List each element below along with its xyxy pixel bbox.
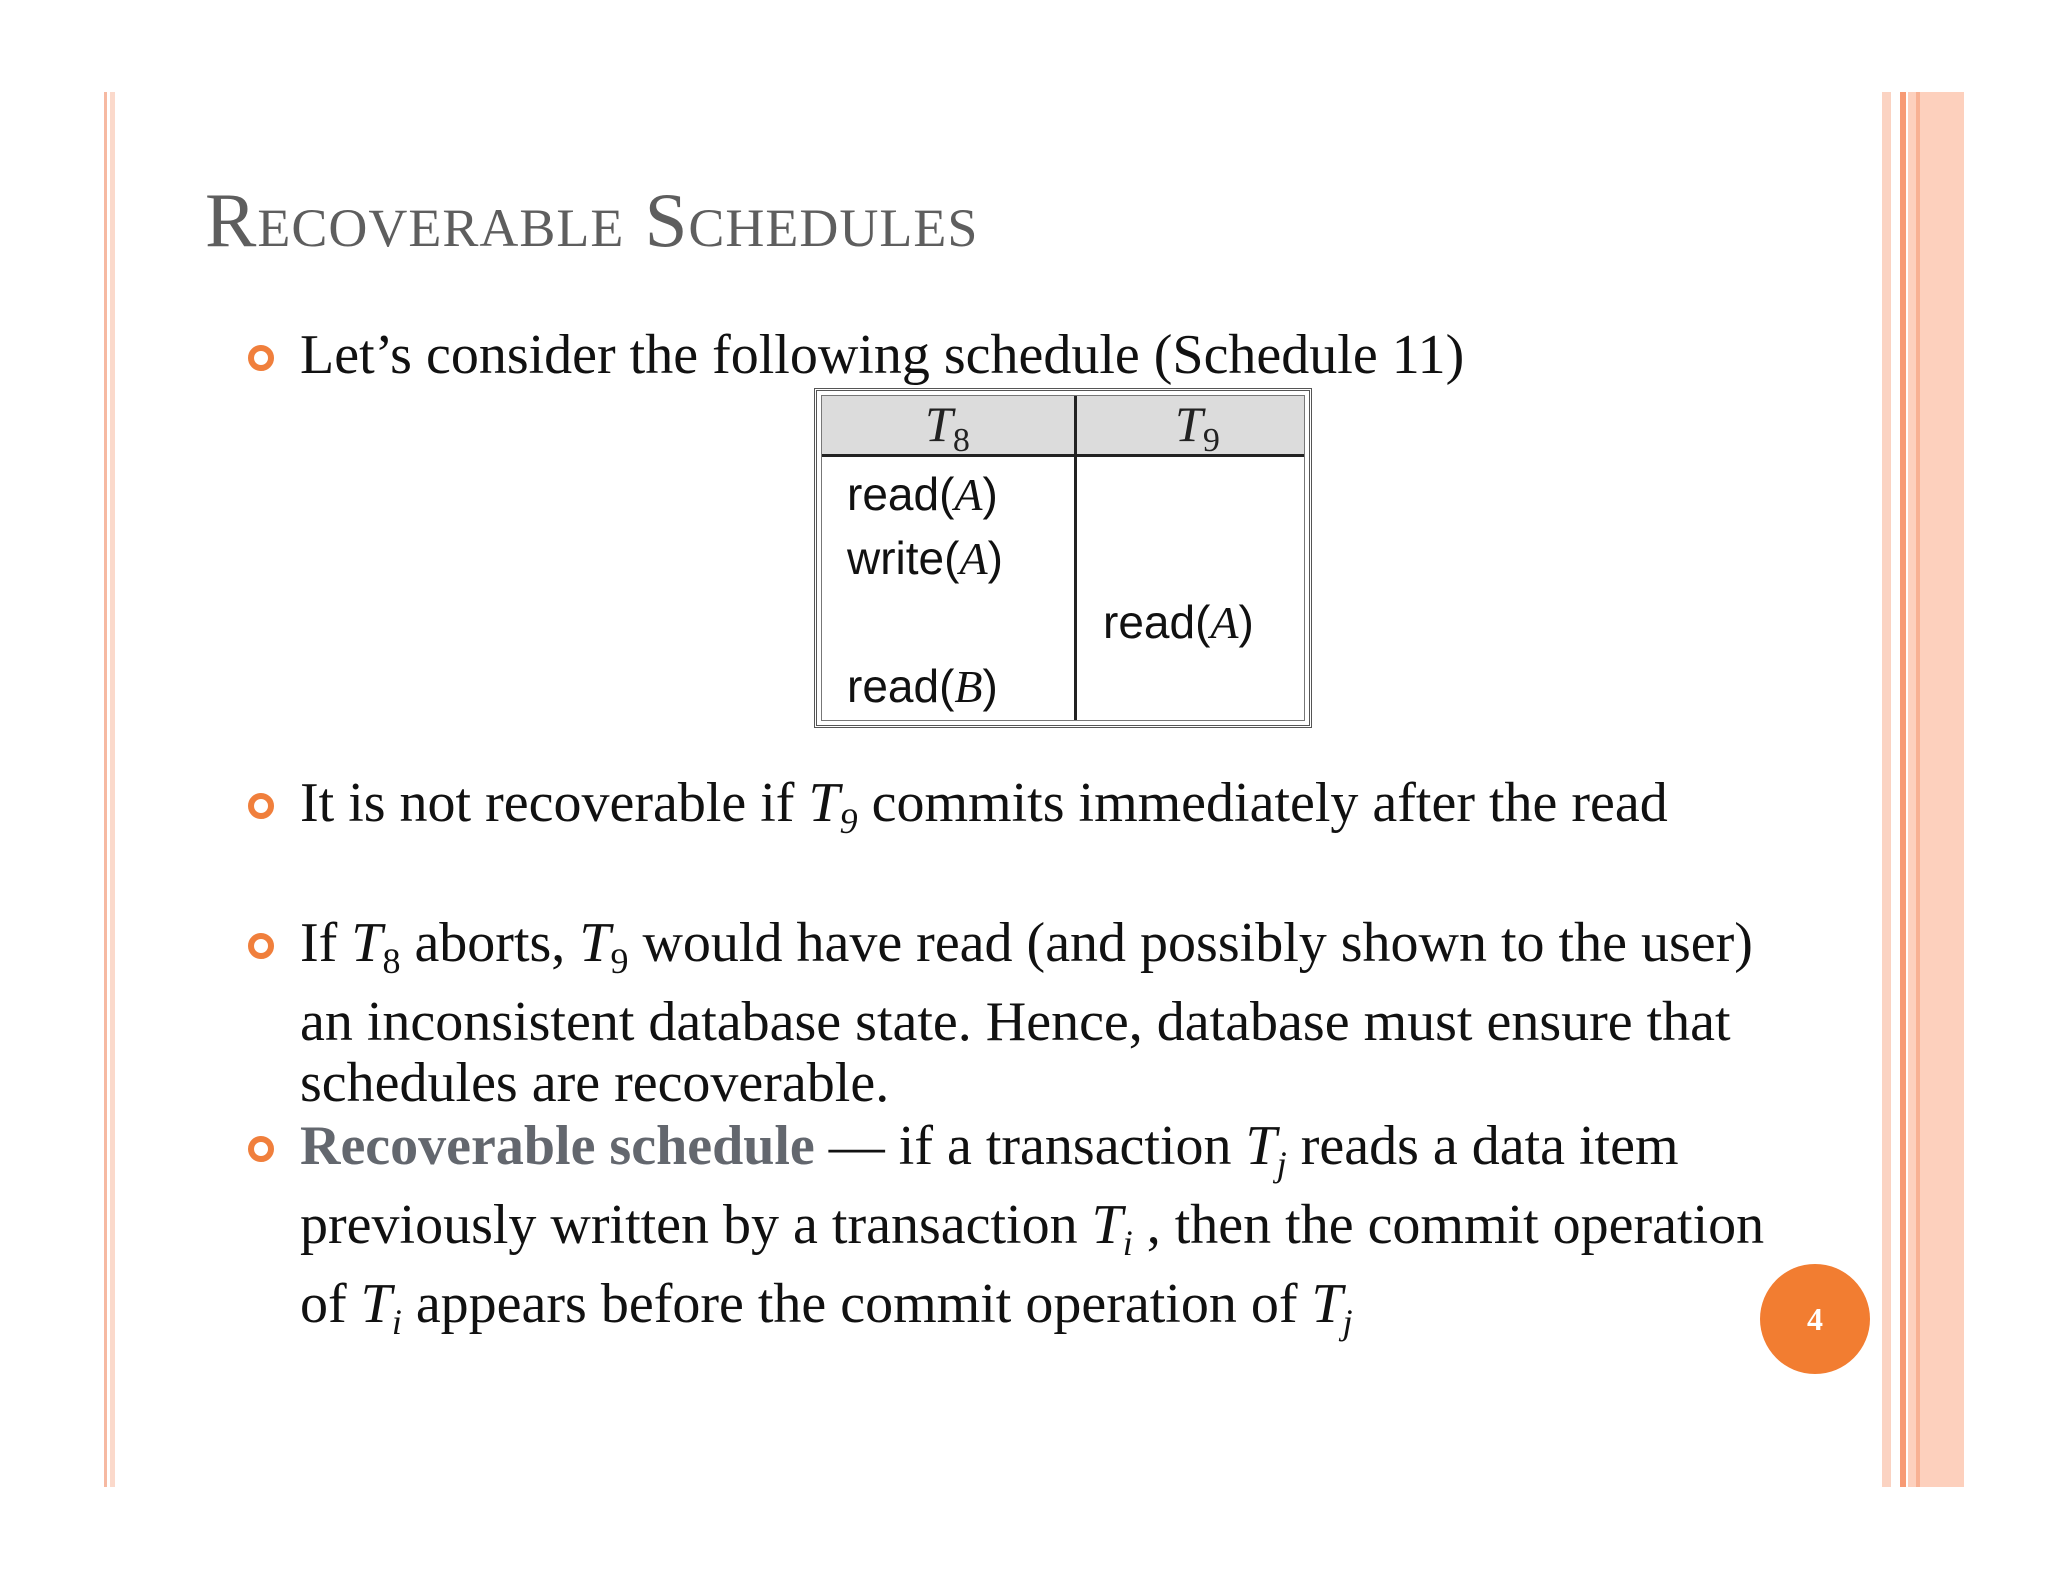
right-border-stripe-1 bbox=[1882, 92, 1891, 1487]
op-t8-read-b: read(B) bbox=[847, 660, 998, 712]
bullet-text-3: If $T_8$ aborts, $T_9$ would have read (and possibly shown to the user) an inconsistent database state. Hence, database must ensure that schedules are recoverable. bbox=[300, 912, 1753, 1114]
header-t8: $T_8$ bbox=[925, 396, 970, 459]
slide-title: Recoverable Schedules bbox=[205, 177, 979, 263]
right-decorative-border bbox=[1882, 92, 1964, 1487]
op-t8-write-a: write(A) bbox=[847, 532, 1003, 584]
op-t9-read-a: read(A) bbox=[1103, 596, 1254, 648]
op-t8-read-a: read(A) bbox=[847, 468, 998, 520]
bullet-ring-icon bbox=[248, 345, 274, 371]
right-border-stripe-2 bbox=[1900, 92, 1906, 1487]
bullet-ring-icon bbox=[248, 933, 274, 959]
left-border-stripe-inner bbox=[110, 92, 115, 1487]
bullet-text-2: It is not recoverable if $T_9$ commits immediately after the read bbox=[300, 772, 1668, 841]
page-number-badge: 4 bbox=[1760, 1264, 1870, 1374]
schedule-table-header bbox=[822, 396, 1304, 457]
bullet-text-4: Recoverable schedule — if a transaction $T_j$ reads a data item previously written by a transaction $T_i$ , then the commit operation of $T_i$ appears before the commit operation of $T_j$ bbox=[300, 1115, 1765, 1342]
header-t9: $T_9$ bbox=[1175, 396, 1220, 459]
term-recoverable-schedule: Recoverable schedule bbox=[300, 1115, 815, 1177]
schedule-table-divider bbox=[1074, 396, 1077, 720]
schedule-table bbox=[814, 388, 1312, 728]
bullet-ring-icon bbox=[248, 793, 274, 819]
left-decorative-border bbox=[104, 92, 115, 1487]
left-border-stripe-outer bbox=[104, 92, 107, 1487]
bullet-text-1: Let’s consider the following schedule (Schedule 11) bbox=[300, 324, 1465, 386]
bullet-ring-icon bbox=[248, 1136, 274, 1162]
right-border-stripe-3 bbox=[1916, 92, 1920, 1487]
